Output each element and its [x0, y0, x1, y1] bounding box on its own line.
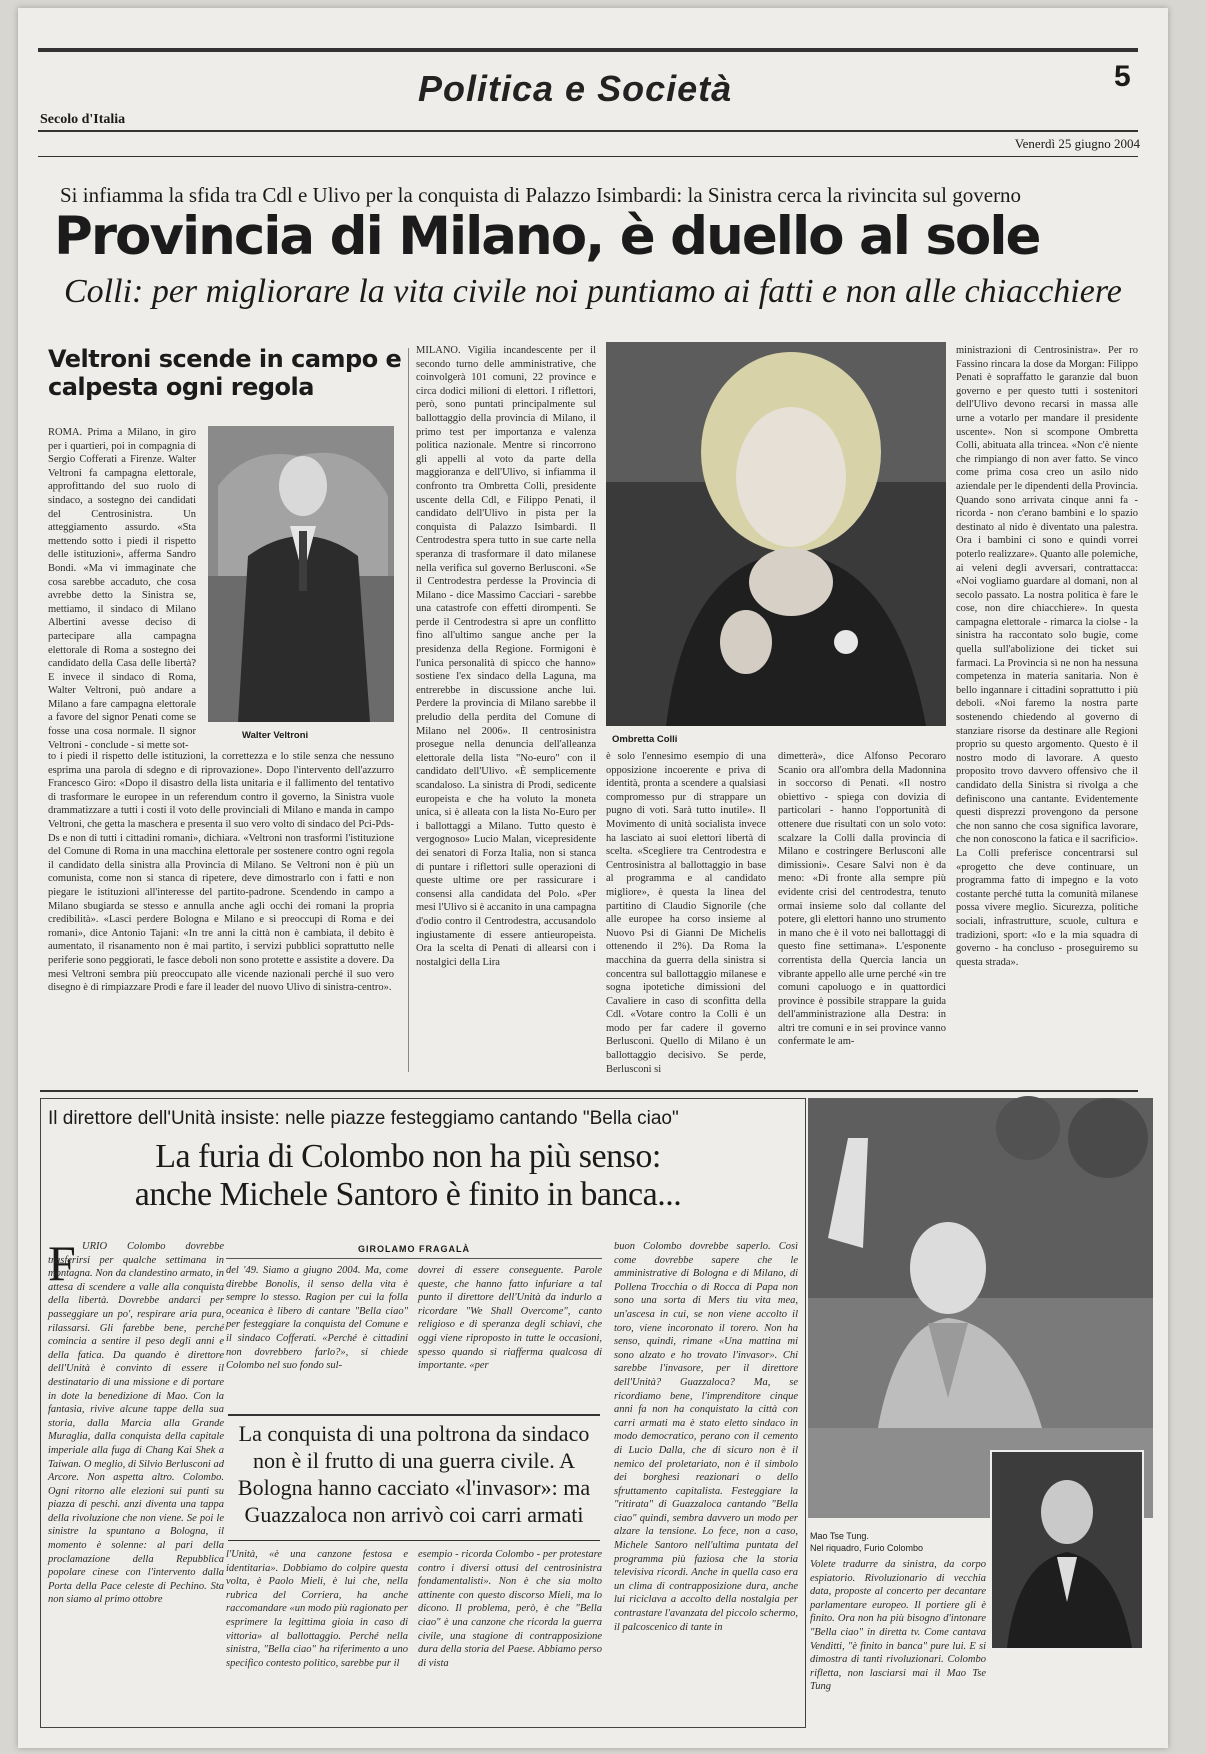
mao-caption — [810, 1530, 980, 1554]
bottom-column-2b: l'Unità, «è una canzone festosa e identitaria». Dobbiamo do colpire questa volta, è Paolo Mieli, è lui che, nella rubrica del Corriera, ha anche raccomandare «un modo più ragionato per esprimere la legittima gioia in caso di vittoria» al ballottaggio. Perché nella sinistra, "Bella ciao" ha riferimento a uno specifico contesto politico, sarebbe pur il — [226, 1549, 408, 1669]
masthead-rule — [38, 130, 1138, 132]
lead-headline: Provincia di Milano, è duello al sole — [54, 206, 1040, 267]
newspaper-page — [18, 8, 1168, 1748]
pull-rule-top — [228, 1414, 600, 1416]
section-rule — [40, 1090, 1138, 1092]
veltroni-portrait — [208, 426, 394, 722]
bottom-column-5: Volete tradurre da sinistra, da corpo espiatorio. Rivoluzionario di vecchia data, proposte al concerto per decantare parlamentare europeo. Il portiere gli è finito. Ora non ha più bisogno d'intonare "Bella ciao" in diretta tv. Come cantava Venditti, "è finito in banca" pure lui. E si dimostra di tanti rivoluzionari. Colombo rifletta, non lasciarsi mai il Mao Tse Tung — [810, 1559, 986, 1693]
byline: GIROLAMO FRAGALÀ — [358, 1244, 470, 1254]
lead-subhead: Colli: per migliorare la vita civile noi puntiamo ai fatti e non alle chiacchiere — [64, 273, 1122, 310]
bottom-headline — [58, 1138, 758, 1214]
top-rule — [38, 48, 1138, 52]
pull-rule-bottom — [228, 1540, 600, 1541]
lead-column-2: è solo l'ennesimo esempio di una opposizione incoerente e priva di identità, pronta a scendere a qualsiasi compromesso pur di strappare un pugno di voti. Sarà tutto inutile». Il Movimento di unità socialista invece ha lasciato ai suoi elettori libertà di scelta. «Scegliere tra Centrodestra e Centrosinistra al ballottaggio in base al programma e al candidato migliore», è questa la linea del partitino di Claudio Signorile (che alle europee ha corso insieme al Nuovo Psi di Gianni De Michelis ottenendo il 2%). Da Roma la macchina da guerra della sinistra si concentra sul ballottaggio milanese e sogna ipotetiche dimissioni del Cavaliere in caso di sconfitta della Cdl. «Votare contro la Colli è un modo per far cadere il governo Berlusconi. Quello di Milano è un ballottaggio decisivo. Se perde, Berlusconi si — [606, 751, 766, 1075]
bottom-column-3b: esempio - ricorda Colombo - per protestare contro i diversi ottusi del centrosinistra fondamentalisti». Non è che sia molto attinente con questo discorso Mieli, ma lo dicono. Il problema, però, è che "Bella ciao" è una canzone che ricorda la guerra civile, una stagione di contrapposizione dura della storia del Paese. Abbiamo perso di vista — [418, 1549, 602, 1669]
page-number: 5 — [1114, 60, 1131, 93]
mao-caption-line2: Nel riquadro, Furio Colombo — [810, 1543, 924, 1553]
date-rule — [38, 156, 1138, 157]
bottom-column-2: del '49. Siamo a giugno 2004. Ma, come direbbe Bonolis, il senso della vita è sempre lo stesso. Ragion per cui la folla oceanica è libero di cantare "Bella ciao" per festeggiare la conquista del Comune e il sindaco Cofferati. «Perché è cittadini non dovrebbero farlo?», si chiede Colombo nel suo fondo sul- — [226, 1265, 408, 1372]
side-column-bottom: to i piedi il rispetto delle istituzioni, la correttezza e lo stile senza che nessuno esprima una parola di sdegno e di riprovazione». Dopo l'intervento dell'azzurro Francesco Giro: «Dopo il disastro della lista unitaria e il fallimento del tentativo di trasformare le europee in un referendum contro il governo, la Sinistra vuole drammatizzare a tutti i costi il voto delle provinciali di Milano e manda in campo Veltroni, che getta la maschera e presenta il suo vero volto di sindaco del Pci-Pds-Ds e non di tutti i cittadini romani», dichiara. «Veltroni non trasformi l'istituzione del Comune di Roma in una macchina elettorale per sostenere contro ogni regola il candidato della sinistra alla Provincia di Milano. Se Veltroni non è più un comunista, come non si stanca di ripetere, deve dimostrarlo con i fatti e non piegare le istituzioni all'interesse del partito-padrone. Scendendo in campo a Milano sbugiarda se stesso e annulla anche agli occhi dei romani la propria credibilità». «Lasci perdere Bologna e Milano e si preoccupi di Roma e dei romani», dice Antonio Tajani: «In tre anni la città non è cambiata, il debito è aumentato, il risanamento non è mai partito, i servizi pubblici soprattutto nelle periferie sono peggiorati, le fasce deboli non sono protette e assistite a dovere. Da mesi Veltroni sembra più preoccupato alle vicende nazionali perché il suo vero disegno è di rimpiazzare Prodi e fare il leader del nuovo Ulivo di sinistra-centro». — [48, 751, 394, 994]
colli-portrait — [606, 342, 946, 726]
section-title: Politica e Società — [418, 68, 733, 109]
mao-caption-line1: Mao Tse Tung. — [810, 1531, 869, 1541]
bottom-col1-wrap — [48, 1235, 224, 1718]
colli-caption: Ombretta Colli — [612, 734, 678, 745]
lead-kicker: Si infiamma la sfida tra Cdl e Ulivo per la conquista di Palazzo Isimbardi: la Sinistra cerca la rivincita sul governo — [60, 183, 1022, 207]
bottom-headline-line1: La furia di Colombo non ha più senso: — [155, 1138, 661, 1175]
bottom-kicker: Il direttore dell'Unità insiste: nelle piazze festeggiamo cantando "Bella ciao" — [48, 1108, 679, 1129]
newspaper-name: Secolo d'Italia — [40, 112, 126, 127]
lead-column-4: ministrazioni di Centrosinistra». Per ro Fassino rincara la dose da Morgan: Filippo Penati è sopraffatto le garanzie dal buon governo e per questo tutti i sostenitori dell'Ulivo devono recarsi in massa alle urne a votarlo per mandare il presidente uscente». Non si scompone Ombretta Colli, abituata alla trincea. «Non c'è niente che rimpiango di non aver fatto. Se vinco come prima cosa creo un asilo nido aziendale per le dipendenti della Provincia. Quando sono arrivata cinque anni fa - ricorda - non c'erano bambini e lo spazio destinato al nido è diventato una palestra. Ora i bambini ci sono e quindi vorrei poterlo realizzare». Quanto alle polemiche, ai veleni degli avversari, contrattacca: «Noi vogliamo guardare al domani, non al secolo passato. La nostra politica è fare le cose, non dire chiacchiere». In questa campagna elettorale - rimarca la ciolse - la sinistra ha raccontato solo bugie, come quella sull'abolizione dei ticket sui farmaci. La Provincia sì ne non ha nessuna competenza in materia sanitaria. Non è bello ingannare i cittadini soprattutto i più deboli. «Noi faremo la nostra parte sostenendo chiedendo al governo di stanziare risorse da destinare alle Regioni proprio su questo argomento. Questo è il nostro modo di lavorare. A questo proposito trovo davvero offensivo che il candidato della Sinistra si rivolga a che definiscono una cantante. Evidentemente questi disprezzi provengono da persone che non sanno che cosa significa lavorare, che non conoscono la fatica e il sacrificio». La Colli preferisce concentrarsi sul «progetto che deve continuare, un programma fatto di impegno e la voto costante perché tutta la comunità milanese possa vivere meglio. Sicurezza, politiche sociali, infrastrutture, scuole, cultura e tradizioni, sport: «Io e la mia squadra di governo - ha concluso - proseguiremo su questa strada». — [956, 345, 1138, 968]
lead-column-3: dimetterà», dice Alfonso Pecoraro Scanio ora all'ombra della Madonnina in soccorso di Penati. «Il nostro obiettivo - spiega con dovizia di particolari - hanno l'opportunità di ottenere due risultati con un solo voto: scalzare la Colli dalla provincia di Milano e costringere Berlusconi alle dimissioni». Cesare Salvi non è da meno: «Di fronte alla sempre più evidente crisi del centrodestra, tenuto ormai insieme solo dal collante del potere, gli elettori hanno uno strumento in mano che è il voto nei ballottaggi di questo fine settimana». L'esponente correntista della Quercia lancia un vibrante appello alle urne perché «in tre comuni capoluogo e in quattordici province è possibile strappare la guida dell'amministrazione alla Destra: in altri tre comuni e in sei province vanno confermate le am- — [778, 751, 946, 1048]
veltroni-photo — [208, 426, 394, 722]
side-column-top: ROMA. Prima a Milano, in giro per i quartieri, poi in compagnia di Sergio Cofferati a Firenze. Walter Veltroni fa campagna elettorale, approfittando del suo ruolo di sindaco, a sostegno dei candidati del Centrosinistra. Un atteggiamento assurdo. «Sta mettendo sotto i piedi il rispetto delle istituzioni», afferma Sandro Bondi. «Ma vi immaginate che cosa sarebbe accaduto, che cosa avrebbe detto la Sinistra se, mettiamo, il sindaco di Milano Albertini avesse deciso di partecipare alla campagna elettorale di Roma a sostegno dei candidato della Casa delle libertà? E invece il sindaco di Roma, Walter Veltroni, può andare a Milano a fare campagna elettorale a favore del signor Penati come se fosse una cosa normale. Il signor Veltroni - conclude - si mette sot- — [48, 427, 196, 751]
bottom-column-1: URIO Colombo dovrebbe trasferirsi per qualche settimana in montagna. Non da clandestino armato, in attesa di scendere a valle alla conquista della libertà. Dovrebbe andarci per passeggiare un po', respirare aria pura, rilassarsi. Gli farebbe bene, perché comincia a sentire il peso degli anni e della fatica. Da quando è direttore dell'Unità è convinto di essere il destinatario di una missione e di portare in dote la benedizione di Mao. Con la fantasia, rivive alcune tappe della sua storia, dalla Marcia alla Grande Muraglia, dalla conquista della capitale imperiale alla fuga di Chang Kai Shek a Taiwan. O meglio, di Silvio Berlusconi ad Arcore. Non aspetta altro. Colombo. Ogni ritorno alle elezioni sui punti su piazza di peschi. anzi diventa una tappa della rivoluzione che non viene. Se poi le sinistre la spuntano a Bologna, il momento è solenne: al pari della proclamazione della Repubblica popolare cinese con l'intervento dalla Porta della Pace celeste di Pechino. Sta non siamo al primo ottobre — [48, 1241, 224, 1606]
bottom-column-4: buon Colombo dovrebbe saperlo. Così come dovrebbe sapere che le amministrative di Bologna e di Milano, di Pollena Trocchia o di Rocca di Papa non sono una sorta di Mers tiu vita mea, un'ascesa in cui, se non viene accolto il toro, viene incoronato il torero. Non ha senso, quindi, rimane «Una mattina mi sono alzato e ho trovato l'invasor». Chi sarebbe l'invasore, per il direttore dell'Unità? Guazzaloca? Ma, se ricordiamo bene, l'imprenditore cinque anni fa non ha conquistato la città con carri armati ma è stato eletto sindaco in modo democratico, perano con il cemento di Lucio Dalla, che di sicuro non è il nemico del proletariato, non è il simbolo dei borghesi reazionari o dello sfruttamento capitalista. Festeggiare la "ritirata" di Guazzaloca cantando "Bella ciao" quindi, sembra davvero un modo per alzare la tensione. Lo fece, non a caso, Michele Santoro nell'ultima puntata del programma più faziosa che la storia televisiva ricordi. Anche in quella caso era un clima di contrapposizione dura, anche lui riciclava a accolto della nostalgia per contrastare l'avanzata del piccolo schermo, il palcoscenico di tante in — [614, 1241, 798, 1633]
pull-quote: La conquista di una poltrona da sindaco non è il frutto di una guerra civile. A Bologna hanno cacciato «l'invasor»: ma Guazzaloca non arrivò coi carri armati — [237, 1421, 591, 1527]
side-headline: Veltroni scende in campo e calpesta ogni regola — [48, 345, 402, 401]
column-divider — [408, 348, 409, 1072]
lead-column-1: MILANO. Vigilia incandescente per il secondo turno delle amministrative, che coinvolgerà 101 comuni, 22 province e circa dodici milioni di elettori. I riflettori, però, sono puntati principalmente sul ballottaggio della provincia di Milano, il primo test per importanza e valenza politica nazionale. Mentre si rincorrono gli appelli al voto da parte della maggioranza e dell'Ulivo, si infiamma il confronto tra Ombretta Colli, presidente uscente della Cdl, e Filippo Penati, il candidato dell'Ulivo in pista per la conquista di Palazzo Isimbardi. Il Centrodestra spera tutto in sue carte nella speranza di trasformare il dato milanese nella verifica sul governo Berlusconi. «Se il Centrodestra perdesse la Provincia di Milano - dice Massimo Cacciari - sarebbe una catastrofe con effetti dirompenti. Se perde il Centrodestra si apre un conflitto fino all'ultimo sangue anche per la presidenza della Regione. Formigoni è l'unica personalità di spicco che hanno» sostiene l'ex sindaco della Laguna, ma entrerebbe in discussione anche lui. Perdere la provincia di Milano sarebbe il preludio della perdita del Comune di Milano nel 2006». Il centrosinistra prosegue nella denuncia dell'alleanza elettorale della lista "No-euro" con il candidato dell'Ulivo. «È semplicemente scandaloso. La sinistra di Prodi, sedicente europeista e che ha voluto la moneta unica, si è alleata con la lista No-Euro per i ballottaggi a Milano. Tutto questo è vergognoso» Lucio Malan, vicepresidente dei senatori di Forza Italia, non si stanca di puntare i riflettori sulle operazioni di queste ultime ore per rassicurare i consensi alla candidata del Polo. «Per mesi l'Ulivo si è accanito in una campagna d'odio contro il Centrodestra, accusandolo ingiustamente di essere antieuropeista. Ora la scelta di Penati di allearsi con i nostalgici della Lira — [416, 345, 596, 968]
issue-date: Venerdì 25 giugno 2004 — [1014, 136, 1140, 151]
veltroni-caption: Walter Veltroni — [242, 730, 309, 741]
colombo-portrait — [992, 1452, 1142, 1648]
bottom-column-3: dovrei di essere conseguente. Parole queste, che hanno fatto infuriare a tal punto il direttore dell'Unità da indurlo a ricordare "We Shall Overcome", canto religioso e di speranza degli schiavi, che oggi viene riproposto in tutte le occasioni, spesso quando si riafferma qualcosa di importante. «per — [418, 1265, 602, 1372]
colombo-inset-photo — [990, 1450, 1144, 1650]
bottom-headline-line2: anche Michele Santoro è finito in banca... — [134, 1176, 682, 1213]
drop-cap: F — [48, 1235, 76, 1291]
colli-photo — [606, 342, 946, 726]
byline-rule — [226, 1258, 602, 1259]
